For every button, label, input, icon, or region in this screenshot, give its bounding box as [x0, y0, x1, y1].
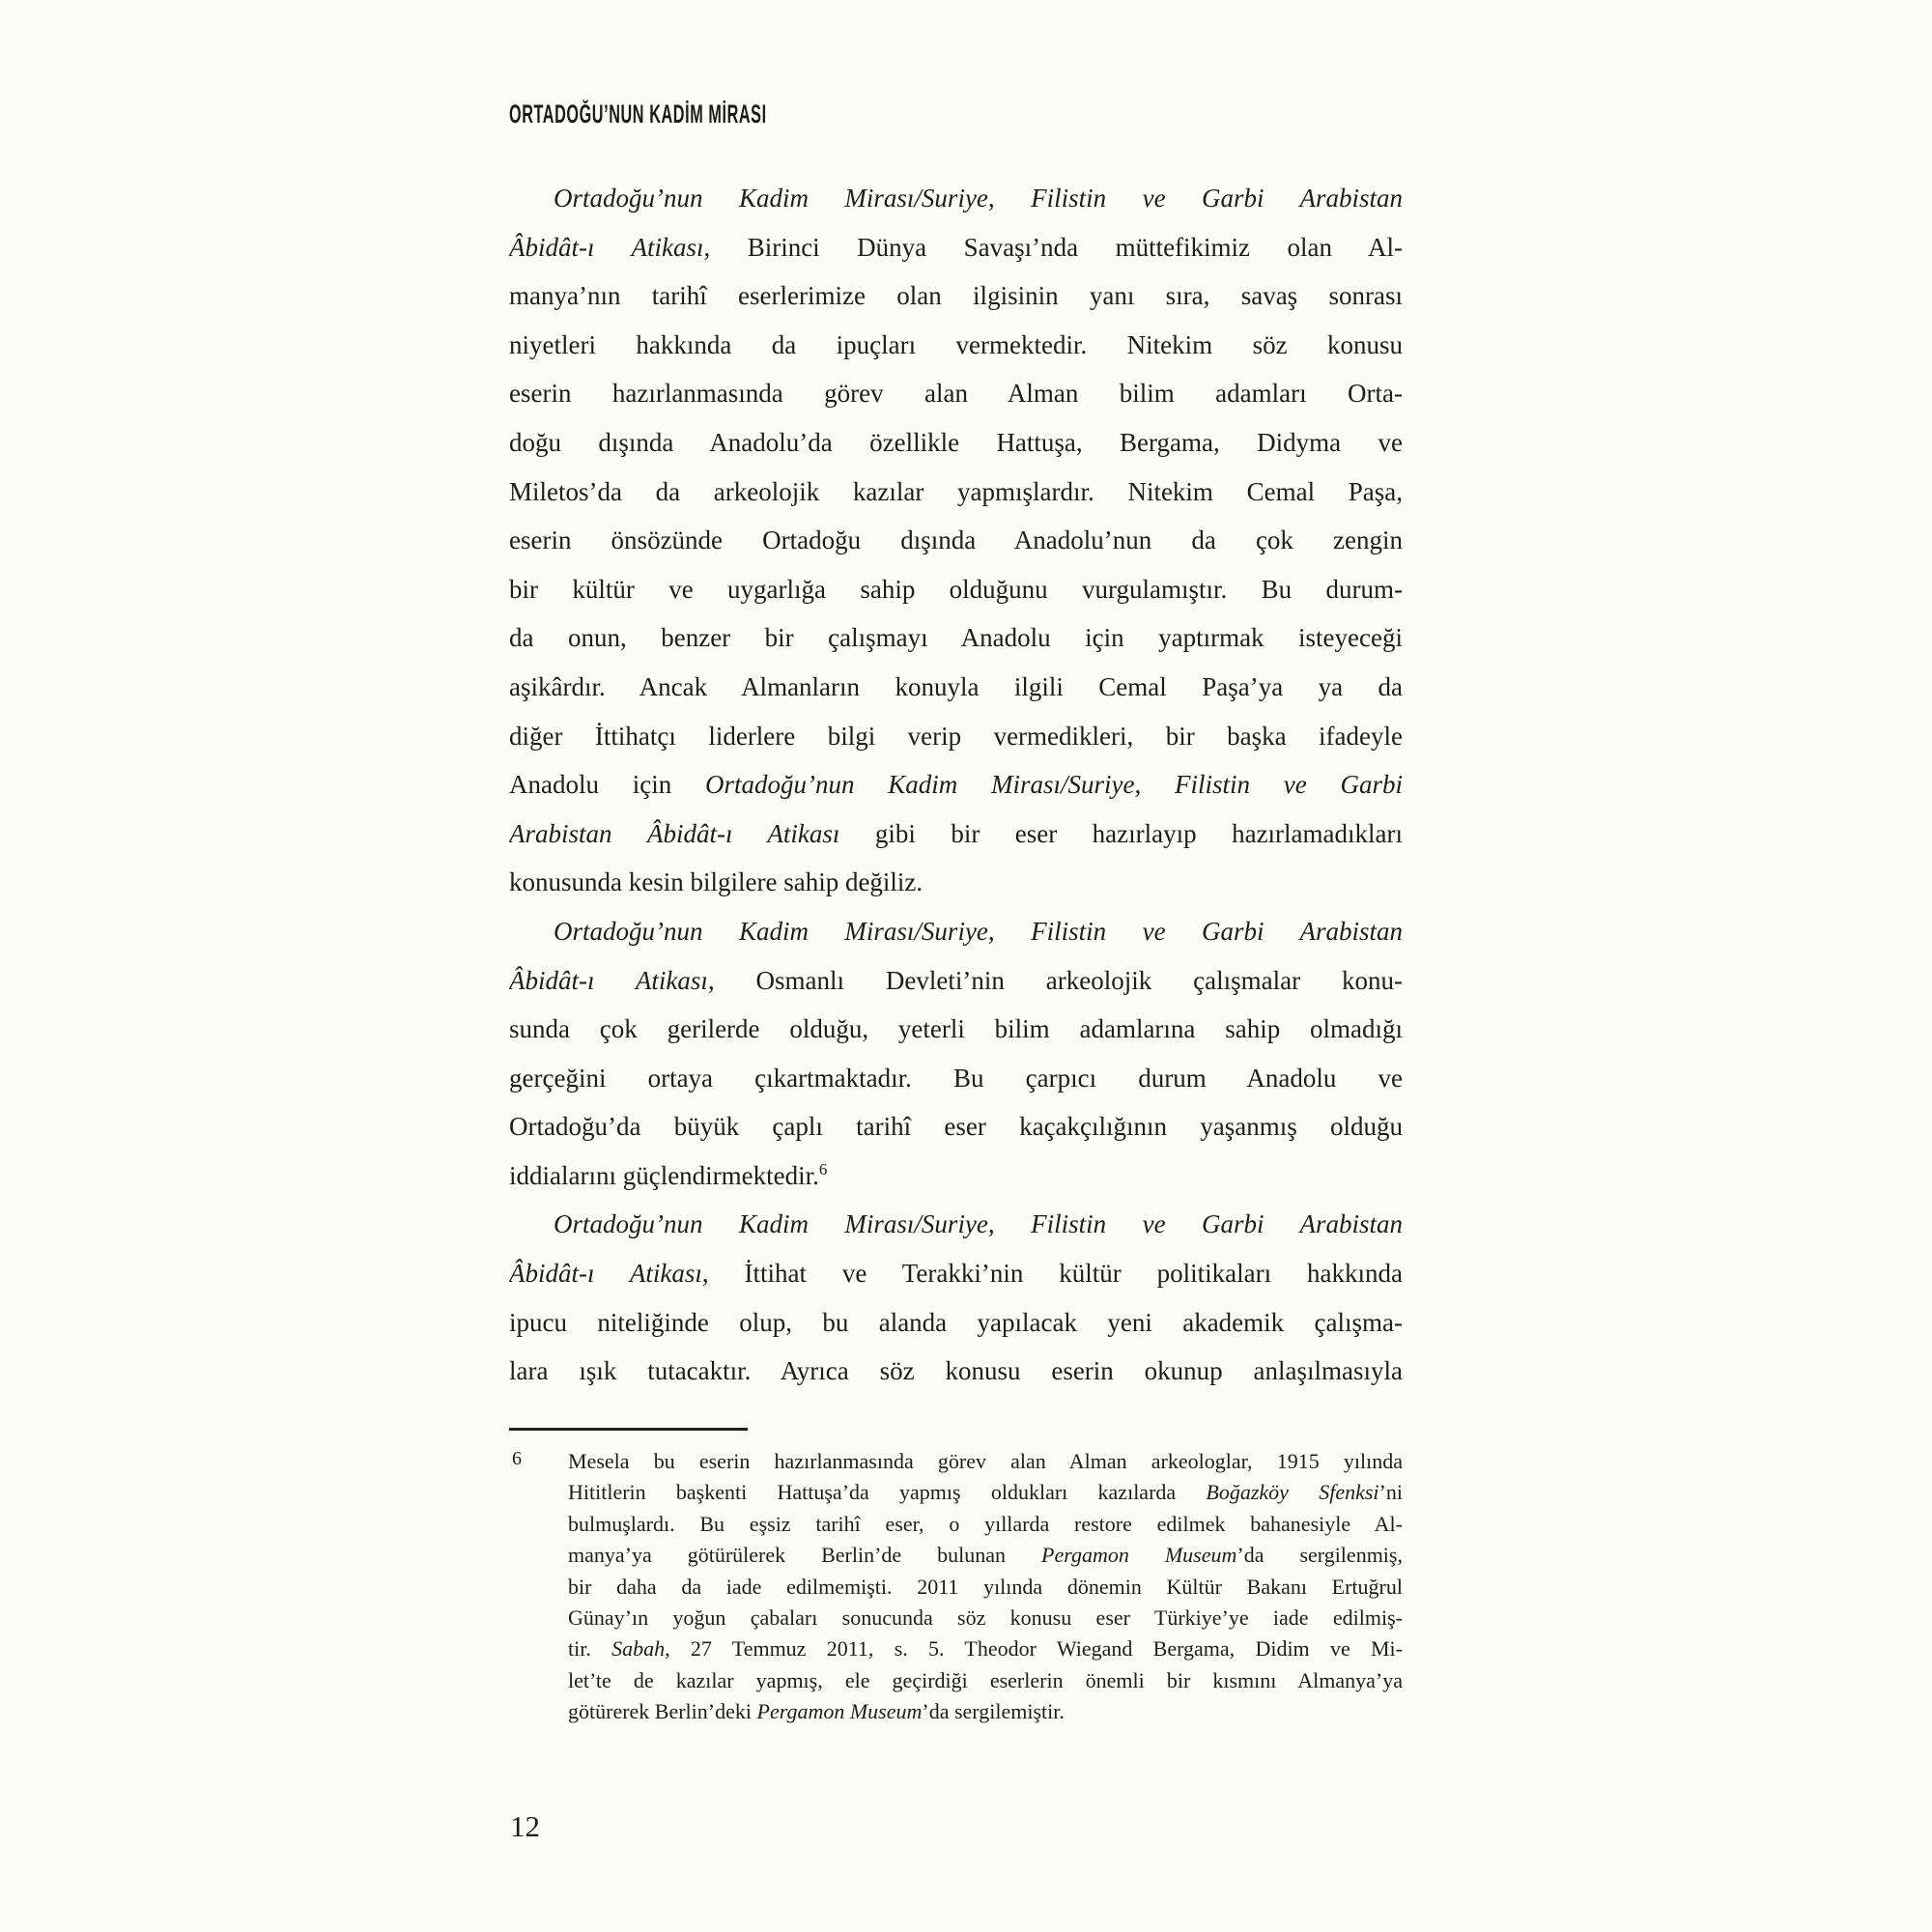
text-line [509, 663, 1403, 712]
body-text-segment: ’ni [1378, 1480, 1403, 1505]
body-text-segment: ’da sergilemiştir. [922, 1699, 1065, 1724]
body-text-segment: , Osmanlı Devleti’nin arkeolojik çalışmalar konu- [707, 965, 1403, 995]
body-text-segment: sunda çok gerilerde olduğu, yeterli bilim adamlarına sahip olmadığı [509, 1014, 1403, 1044]
body-text-segment: ’da sergilenmiş, [1236, 1543, 1403, 1568]
text-line [568, 1665, 1403, 1696]
text-line [509, 1102, 1403, 1151]
paragraph [509, 1200, 1403, 1395]
text-line [509, 223, 1403, 272]
body-text-segment: manya’ya götürülerek Berlin’de bulunan [568, 1543, 1042, 1568]
text-line [568, 1477, 1403, 1508]
text-line [509, 613, 1403, 663]
text-line [509, 1200, 1403, 1249]
text-line [568, 1446, 1403, 1477]
body-text-segment: , 27 Temmuz 2011, s. 5. Theodor Wiegand Bergama, Didim ve Mi- [665, 1636, 1403, 1662]
body-text-segment: iddialarını güçlendirmektedir. [509, 1160, 819, 1190]
italic-title-text: Âbidât-ı Atikası [509, 232, 704, 262]
page-number: 12 [510, 1809, 540, 1843]
text-line [509, 1151, 1403, 1201]
body-text-segment: da onun, benzer bir çalışmayı Anadolu için yaptırmak isteyeceği [509, 623, 1403, 653]
italic-title-text: Âbidât-ı Atikası [509, 965, 708, 995]
footnote-text [568, 1446, 1403, 1728]
body-text-segment: manya’nın tarihî eserlerimize olan ilgisinin yanı sıra, savaş sonrası [509, 281, 1403, 311]
footnote-reference: 6 [818, 1159, 828, 1179]
text-line [509, 1298, 1403, 1348]
body-text-segment: niyetleri hakkında da ipuçları vermektedir. Nitekim söz konusu [509, 329, 1403, 359]
italic-title-text: Sabah [611, 1636, 666, 1662]
body-text-segment: , Birinci Dünya Savaşı’nda müttefikimiz olan Al- [703, 232, 1403, 262]
body-text-segment: Miletos’da da arkeolojik kazılar yapmışlardır. Nitekim Cemal Paşa, [509, 476, 1403, 506]
body-text-segment: Ortadoğu’da büyük çaplı tarihî eser kaçakçılığının yaşanmış olduğu [509, 1112, 1403, 1142]
body-text-segment: Mesela bu eserin hazırlanmasında görev alan Alman arkeologlar, 1915 yılında [568, 1449, 1403, 1473]
text-line [509, 174, 1403, 223]
text-line [509, 468, 1403, 517]
italic-title-text: Pergamon Museum [756, 1699, 923, 1724]
text-line [509, 858, 1403, 907]
text-line [509, 1005, 1403, 1054]
text-line [509, 810, 1403, 859]
italic-title-text: Boğazköy Sfenksi [1206, 1480, 1379, 1505]
text-line [509, 760, 1403, 810]
body-text-segment: gerçeğini ortaya çıkartmaktadır. Bu çarpıcı durum Anadolu ve [509, 1063, 1403, 1093]
body-text-segment: diğer İttihatçı liderlere bilgi verip vermedikleri, bir başka ifadeyle [509, 721, 1403, 751]
text-line [568, 1509, 1403, 1540]
running-head: ORTADOĞU’NUN KADİM MİRASI [509, 99, 767, 128]
body-text-segment: eserin önsözünde Ortadoğu dışında Anadolu’nun da çok zengin [509, 526, 1403, 555]
text-line [509, 1054, 1403, 1103]
body-text-segment: gibi bir eser hazırlayıp hazırlamadıkları [839, 818, 1403, 848]
text-line [568, 1603, 1403, 1634]
text-line [509, 271, 1403, 321]
text-line [509, 1347, 1403, 1396]
text-line [509, 712, 1403, 761]
italic-title-text: Ortadoğu’nun Kadim Mirası/Suriye, Filistin ve Garbi Arabistan [554, 1209, 1403, 1239]
body-text-segment: lara ışık tutacaktır. Ayrıca söz konusu eserin okunup anlaşılmasıyla [509, 1356, 1403, 1386]
body-text-segment: , İttihat ve Terakki’nin kültür politikaları hakkında [701, 1259, 1403, 1289]
paragraph [509, 907, 1403, 1201]
italic-title-text: Ortadoğu’nun Kadim Mirası/Suriye, Filistin ve Garbi Arabistan [554, 916, 1403, 946]
body-text-segment: eserin hazırlanmasında görev alan Alman bilim adamları Orta- [509, 379, 1403, 409]
body-text-segment: ipucu niteliğinde olup, bu alanda yapılacak yeni akademik çalışma- [509, 1307, 1403, 1337]
text-line [509, 516, 1403, 565]
text-line [509, 369, 1403, 418]
text-line [568, 1696, 1403, 1727]
body-text-segment: Anadolu için [509, 770, 705, 800]
text-line [568, 1540, 1403, 1571]
body-text-segment: aşikârdır. Ancak Almanların konuyla ilgili Cemal Paşa’ya ya da [509, 671, 1403, 701]
footnote-number: 6 [512, 1448, 522, 1469]
italic-title-text: Pergamon Museum [1041, 1543, 1237, 1568]
body-text-segment: bulmuşlardı. Bu eşsiz tarihî eser, o yıllarda restore edilmek bahanesiyle Al- [568, 1511, 1403, 1536]
paragraph [509, 174, 1403, 907]
italic-title-text: Arabistan Âbidât-ı Atikası [509, 818, 840, 848]
body-text-segment: konusunda kesin bilgilere sahip değiliz. [509, 867, 923, 897]
text-line [509, 418, 1403, 468]
body-text-segment: bir kültür ve uygarlığa sahip olduğunu vurgulamıştır. Bu durum- [509, 574, 1403, 604]
body-text-segment: tir. [568, 1636, 612, 1662]
footnote-divider [509, 1428, 748, 1431]
body-text-segment: götürerek Berlin’deki [568, 1699, 757, 1724]
italic-title-text: Ortadoğu’nun Kadim Mirası/Suriye, Filistin ve Garbi [704, 770, 1403, 800]
text-line [509, 956, 1403, 1006]
text-line [509, 321, 1403, 370]
italic-title-text: Âbidât-ı Atikası [509, 1259, 702, 1289]
body-text-segment: Hititlerin başkenti Hattuşa’da yapmış oldukları kazılarda [568, 1480, 1207, 1505]
text-line [568, 1572, 1403, 1603]
body-text-segment: doğu dışında Anadolu’da özellikle Hattuşa, Bergama, Didyma ve [509, 427, 1403, 457]
text-line [509, 907, 1403, 956]
text-line [509, 565, 1403, 614]
italic-title-text: Ortadoğu’nun Kadim Mirası/Suriye, Filistin ve Garbi Arabistan [554, 184, 1403, 213]
body-text-segment: let’te de kazılar yapmış, ele geçirdiği eserlerin önemli bir kısmını Almanya’ya [568, 1667, 1403, 1692]
text-line [568, 1634, 1403, 1664]
footnote [509, 1446, 1403, 1728]
body-text-segment: Günay’ın yoğun çabaları sonucunda söz konusu eser Türkiye’ye iade edilmiş- [568, 1605, 1403, 1630]
text-line [509, 1249, 1403, 1298]
main-text-block [509, 174, 1403, 1396]
body-text-segment: bir daha da iade edilmemişti. 2011 yılında dönemin Kültür Bakanı Ertuğrul [568, 1574, 1403, 1599]
